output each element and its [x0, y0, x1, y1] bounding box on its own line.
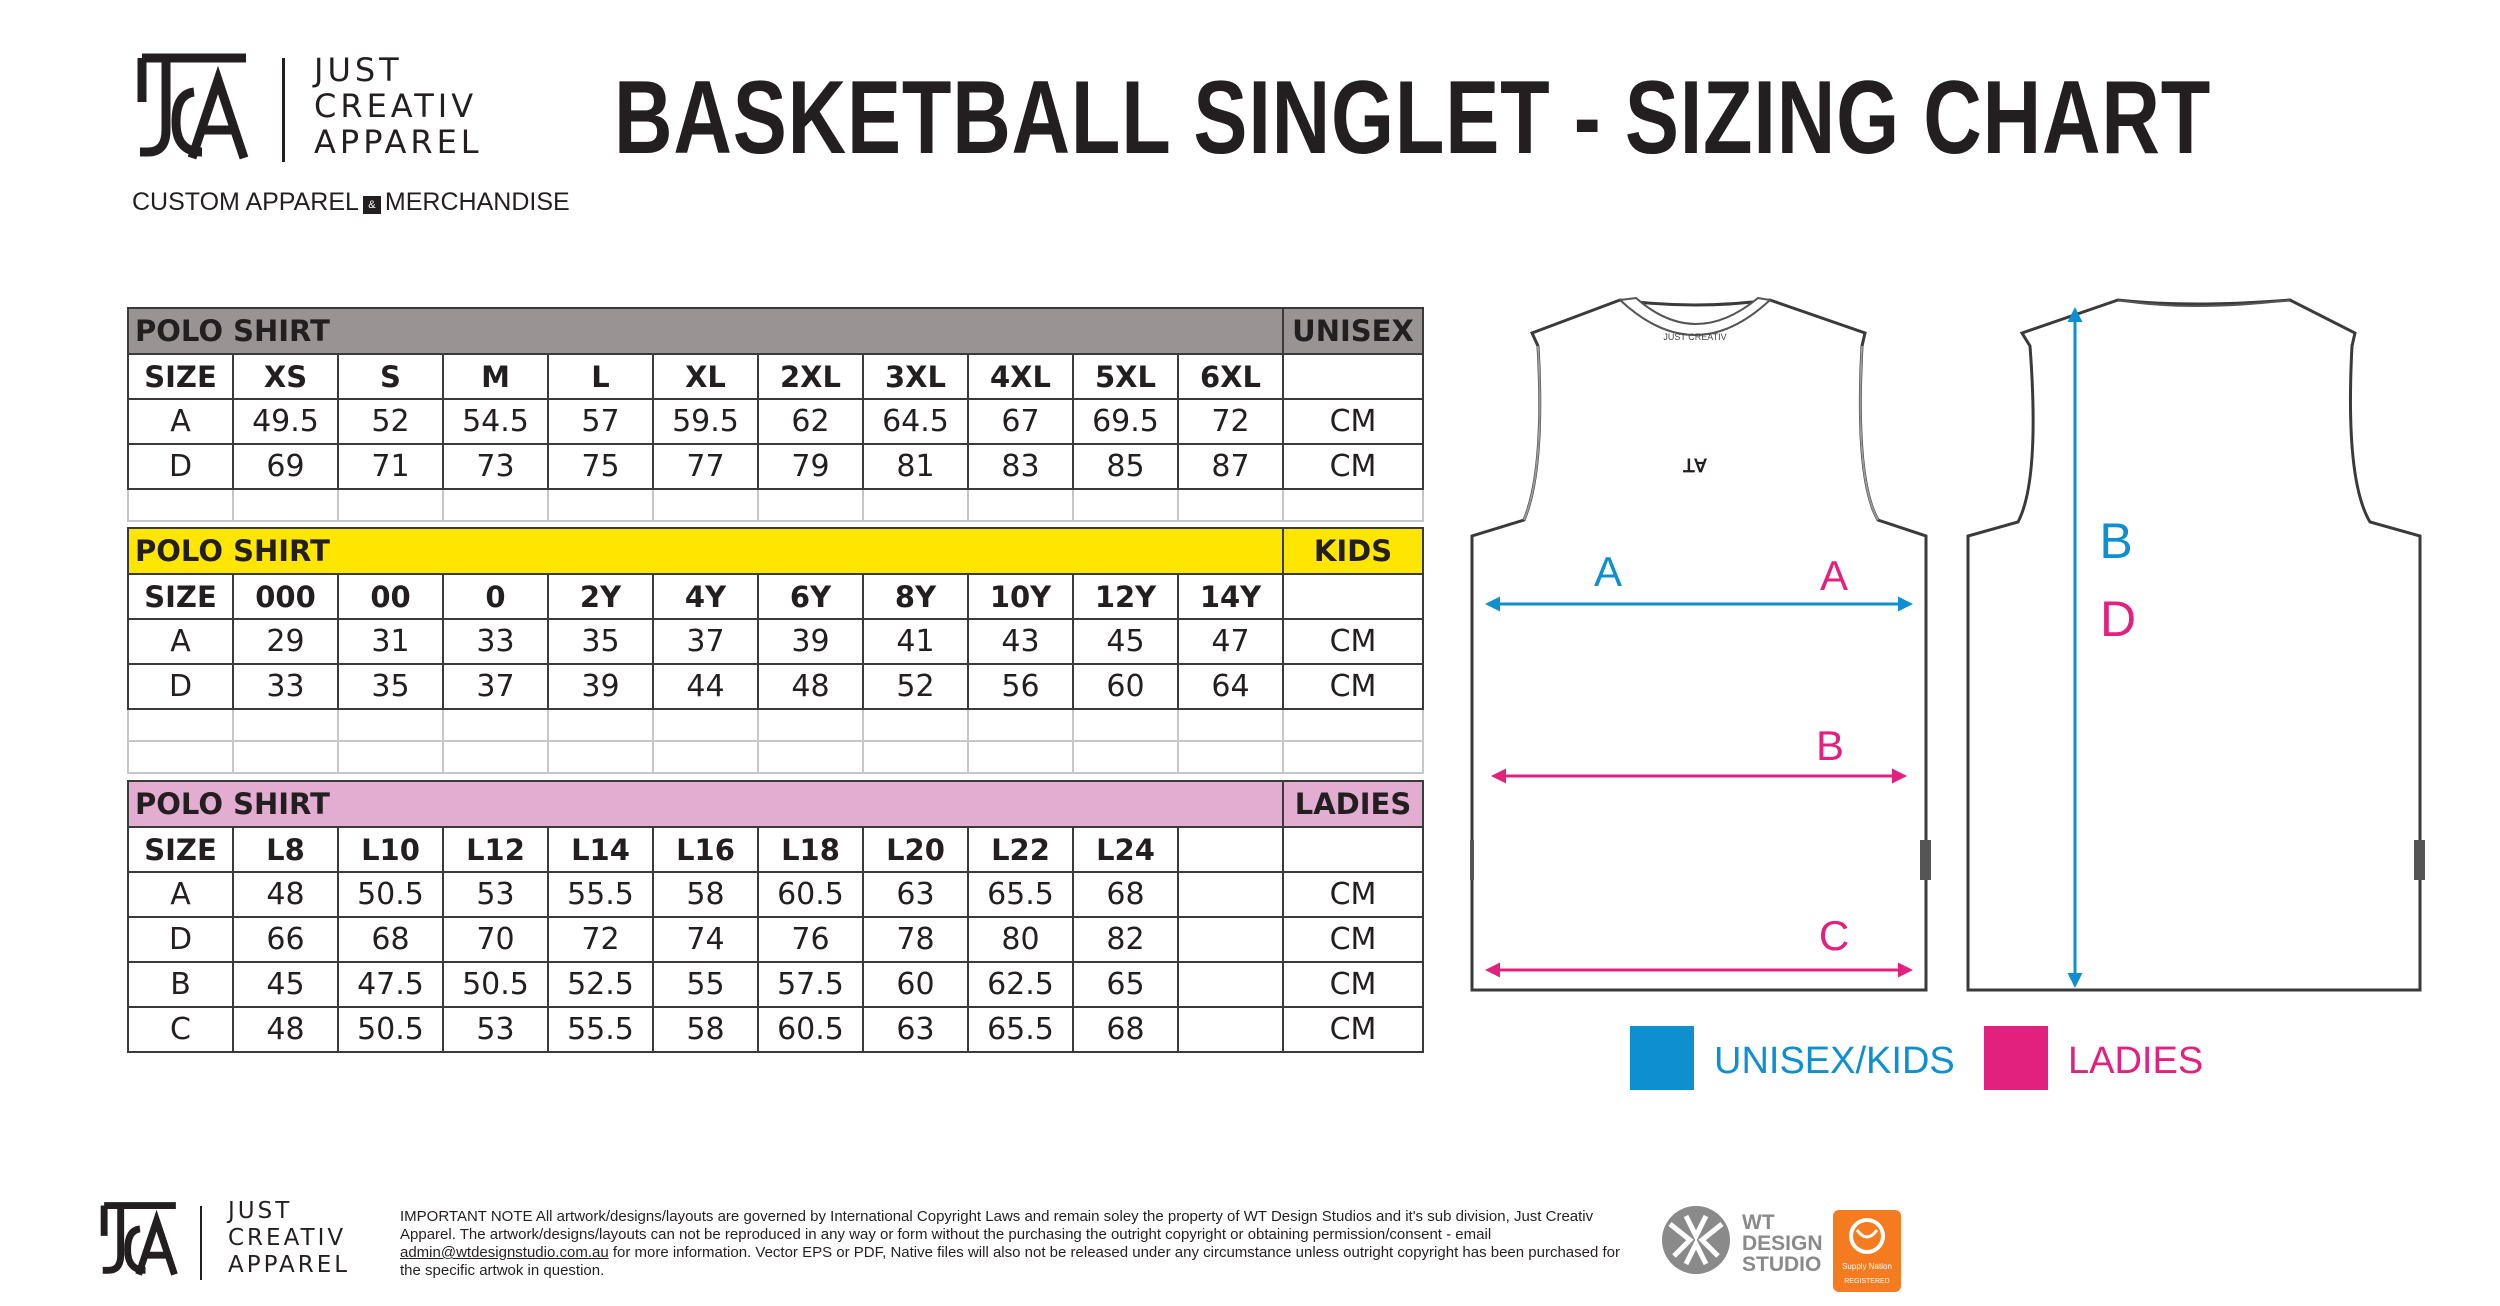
value-cell: 65: [1073, 962, 1178, 1007]
row-label: D: [128, 444, 233, 489]
table-row: [128, 872, 1423, 917]
page-title: BASKETBALL SINGLET - SIZING CHART: [614, 60, 2212, 176]
badge-line-1: Supply Nation: [1842, 1262, 1892, 1271]
size-cell: XL: [653, 354, 758, 399]
value-cell: 69.5: [1073, 399, 1178, 444]
value-cell: 63: [863, 872, 968, 917]
legend-swatch-ladies: [1984, 1026, 2048, 1090]
size-cell: L12: [443, 827, 548, 872]
value-cell: 63: [863, 1007, 968, 1052]
size-cell: 0: [443, 574, 548, 619]
value-cell: 52: [338, 399, 443, 444]
unit-header: [1283, 354, 1423, 399]
value-cell: [1178, 917, 1283, 962]
value-cell: 43: [968, 619, 1073, 664]
value-cell: 45: [1073, 619, 1178, 664]
size-cell: S: [338, 354, 443, 399]
ladies-size-table: [127, 780, 1424, 1053]
value-cell: 59.5: [653, 399, 758, 444]
value-cell: 62.5: [968, 962, 1073, 1007]
spacer-row: [128, 709, 1423, 741]
size-cell: 8Y: [863, 574, 968, 619]
row-label: A: [128, 399, 233, 444]
value-cell: 48: [233, 872, 338, 917]
kids-size-table: [127, 527, 1424, 774]
label-back-b: B: [2099, 513, 2133, 569]
value-cell: 70: [443, 917, 548, 962]
label-back-d: D: [2099, 591, 2137, 647]
size-cell: L: [548, 354, 653, 399]
value-cell: 47.5: [338, 962, 443, 1007]
value-cell: 37: [653, 619, 758, 664]
jca-logo-icon: [136, 52, 252, 164]
value-cell: 79: [758, 444, 863, 489]
footer-brand-line-3: APPAREL: [228, 1252, 351, 1278]
unit-cell: CM: [1283, 664, 1423, 709]
value-cell: 60.5: [758, 872, 863, 917]
wt-line-2: DESIGN: [1742, 1232, 1823, 1255]
value-cell: 39: [758, 619, 863, 664]
value-cell: 58: [653, 1007, 758, 1052]
value-cell: 64.5: [863, 399, 968, 444]
value-cell: 69: [233, 444, 338, 489]
brand-line-1: JUST: [314, 51, 403, 89]
value-cell: 72: [548, 917, 653, 962]
size-cell: 00: [338, 574, 443, 619]
value-cell: 73: [443, 444, 548, 489]
label-b: B: [1815, 722, 1845, 769]
value-cell: 60: [863, 962, 968, 1007]
value-cell: 65.5: [968, 1007, 1073, 1052]
value-cell: 71: [338, 444, 443, 489]
brand-line-3: APPAREL: [314, 123, 483, 161]
table-row: [128, 399, 1423, 444]
value-cell: 48: [233, 1007, 338, 1052]
value-cell: 50.5: [443, 962, 548, 1007]
footer-brand-divider: [200, 1206, 202, 1280]
label-c: C: [1818, 912, 1850, 959]
value-cell: 67: [968, 399, 1073, 444]
value-cell: 57.5: [758, 962, 863, 1007]
size-header: SIZE: [128, 574, 233, 619]
value-cell: 85: [1073, 444, 1178, 489]
value-cell: 47: [1178, 619, 1283, 664]
label-a-left: A: [1593, 548, 1623, 595]
value-cell: 76: [758, 917, 863, 962]
value-cell: 81: [863, 444, 968, 489]
table-row: [128, 917, 1423, 962]
value-cell: 62: [758, 399, 863, 444]
value-cell: 68: [1073, 1007, 1178, 1052]
tagline-right: MERCHANDISE: [384, 188, 570, 216]
value-cell: 75: [548, 444, 653, 489]
size-cell: 6Y: [758, 574, 863, 619]
brand-tagline: [132, 188, 570, 217]
value-cell: 37: [443, 664, 548, 709]
back-singlet: [1968, 300, 2420, 990]
value-cell: 33: [443, 619, 548, 664]
row-label: C: [128, 1007, 233, 1052]
ladies-table-category: LADIES: [1283, 781, 1423, 827]
value-cell: 72: [1178, 399, 1283, 444]
size-cell: L10: [338, 827, 443, 872]
size-cell: 2XL: [758, 354, 863, 399]
value-cell: 60.5: [758, 1007, 863, 1052]
size-cell: L18: [758, 827, 863, 872]
value-cell: 53: [443, 1007, 548, 1052]
row-label: B: [128, 962, 233, 1007]
brand-line-2: CREATIV: [314, 87, 478, 125]
value-cell: 60: [1073, 664, 1178, 709]
spacer-row: [128, 489, 1423, 521]
wt-line-3: STUDIO: [1742, 1253, 1822, 1276]
value-cell: 49.5: [233, 399, 338, 444]
size-cell: L20: [863, 827, 968, 872]
tagline-left: CUSTOM APPAREL: [132, 188, 359, 216]
size-cell: XS: [233, 354, 338, 399]
size-cell: [1178, 827, 1283, 872]
legend-label-ladies: LADIES: [2068, 1040, 2204, 1082]
row-label: A: [128, 619, 233, 664]
supply-nation-badge: [1833, 1210, 1901, 1292]
size-cell: 10Y: [968, 574, 1073, 619]
wt-design-studio-name: [1742, 1212, 1823, 1275]
unit-cell: CM: [1283, 872, 1423, 917]
unisex-table-category: UNISEX: [1283, 308, 1423, 354]
ladies-table-name: POLO SHIRT: [128, 781, 1283, 827]
copyright-note-text-2: for more information. Vector EPS or PDF, Native files will also not be released under any circumstance unless outright copyright has been purchased for the specific artwok in question.: [400, 1244, 1621, 1279]
value-cell: 57: [548, 399, 653, 444]
singlet-diagram: [1470, 290, 2450, 1010]
size-cell: 4Y: [653, 574, 758, 619]
side-tag-left: [1470, 840, 1474, 880]
value-cell: 45: [233, 962, 338, 1007]
table-row: [128, 962, 1423, 1007]
value-cell: [1178, 962, 1283, 1007]
wt-design-studio-logo-icon: [1660, 1202, 1732, 1278]
size-cell: 12Y: [1073, 574, 1178, 619]
value-cell: 68: [338, 917, 443, 962]
size-cell: M: [443, 354, 548, 399]
value-cell: 53: [443, 872, 548, 917]
value-cell: 50.5: [338, 1007, 443, 1052]
value-cell: 44: [653, 664, 758, 709]
unit-cell: CM: [1283, 444, 1423, 489]
copyright-note: [400, 1208, 1640, 1280]
value-cell: 87: [1178, 444, 1283, 489]
size-cell: 14Y: [1178, 574, 1283, 619]
footer-brand-line-1: JUST: [228, 1198, 293, 1224]
value-cell: 64: [1178, 664, 1283, 709]
row-label: D: [128, 664, 233, 709]
badge-line-2: REGISTERED: [1844, 1278, 1890, 1285]
value-cell: 80: [968, 917, 1073, 962]
unit-cell: CM: [1283, 619, 1423, 664]
value-cell: 74: [653, 917, 758, 962]
size-cell: L22: [968, 827, 1073, 872]
unisex-size-table: [127, 307, 1424, 522]
value-cell: 56: [968, 664, 1073, 709]
value-cell: 39: [548, 664, 653, 709]
footer-brand-name: [228, 1198, 350, 1279]
unit-cell: CM: [1283, 399, 1423, 444]
value-cell: [1178, 872, 1283, 917]
unit-header: [1283, 574, 1423, 619]
value-cell: 31: [338, 619, 443, 664]
copyright-note-text: IMPORTANT NOTE All artwork/designs/layouts are governed by International Copyright Laws and remain soley the property of WT Design Studios and it's sub division, Just Creativ Apparel. The artwork/designs/layouts can not be reproduced in any way or form without the purchasing the outright copyright or obtaining permission/consent - email: [400, 1208, 1594, 1243]
value-cell: 35: [338, 664, 443, 709]
value-cell: 65.5: [968, 872, 1073, 917]
table-row: [128, 664, 1423, 709]
kids-table-category: KIDS: [1283, 528, 1423, 574]
back-side-tag: [2414, 840, 2425, 880]
value-cell: 78: [863, 917, 968, 962]
row-label: A: [128, 872, 233, 917]
value-cell: 83: [968, 444, 1073, 489]
value-cell: 55: [653, 962, 758, 1007]
size-header: SIZE: [128, 354, 233, 399]
unit-cell: CM: [1283, 962, 1423, 1007]
value-cell: 48: [758, 664, 863, 709]
size-cell: 6XL: [1178, 354, 1283, 399]
value-cell: [1178, 1007, 1283, 1052]
unit-cell: CM: [1283, 917, 1423, 962]
size-cell: 2Y: [548, 574, 653, 619]
value-cell: 55.5: [548, 1007, 653, 1052]
legend-swatch-unisex: [1630, 1026, 1694, 1090]
value-cell: 33: [233, 664, 338, 709]
unisex-table-name: POLO SHIRT: [128, 308, 1283, 354]
legend-label-unisex: UNISEX/KIDS: [1714, 1040, 1955, 1082]
value-cell: 52.5: [548, 962, 653, 1007]
collar-label: JUST CREATIV: [1663, 332, 1727, 342]
wt-line-1: WT: [1742, 1211, 1775, 1234]
size-header: SIZE: [128, 827, 233, 872]
size-cell: 3XL: [863, 354, 968, 399]
spacer-row: [128, 741, 1423, 773]
value-cell: 66: [233, 917, 338, 962]
size-cell: L14: [548, 827, 653, 872]
contact-email-link[interactable]: admin@wtdesignstudio.com.au: [400, 1244, 609, 1261]
value-cell: 50.5: [338, 872, 443, 917]
footer-brand-line-2: CREATIV: [228, 1225, 347, 1251]
label-a-right: A: [1819, 552, 1849, 599]
value-cell: 82: [1073, 917, 1178, 962]
tagline-amp: &: [363, 196, 381, 214]
value-cell: 55.5: [548, 872, 653, 917]
size-cell: 5XL: [1073, 354, 1178, 399]
unit-header: [1283, 827, 1423, 872]
table-row: [128, 1007, 1423, 1052]
table-row: [128, 444, 1423, 489]
size-cell: 4XL: [968, 354, 1073, 399]
value-cell: 77: [653, 444, 758, 489]
size-cell: L8: [233, 827, 338, 872]
value-cell: 29: [233, 619, 338, 664]
value-cell: 52: [863, 664, 968, 709]
row-label: D: [128, 917, 233, 962]
value-cell: 41: [863, 619, 968, 664]
kids-table-name: POLO SHIRT: [128, 528, 1283, 574]
size-cell: L16: [653, 827, 758, 872]
brand-name: [314, 52, 483, 160]
side-tag-right: [1920, 840, 1931, 880]
size-cell: L24: [1073, 827, 1178, 872]
chest-logo-icon: ꓕⱯ: [1683, 456, 1707, 476]
footer-jca-logo-icon: [100, 1200, 180, 1280]
table-row: [128, 619, 1423, 664]
supply-nation-icon: [1833, 1210, 1901, 1260]
size-cell: 000: [233, 574, 338, 619]
value-cell: 35: [548, 619, 653, 664]
brand-divider: [282, 58, 285, 162]
unit-cell: CM: [1283, 1007, 1423, 1052]
value-cell: 58: [653, 872, 758, 917]
value-cell: 68: [1073, 872, 1178, 917]
value-cell: 54.5: [443, 399, 548, 444]
